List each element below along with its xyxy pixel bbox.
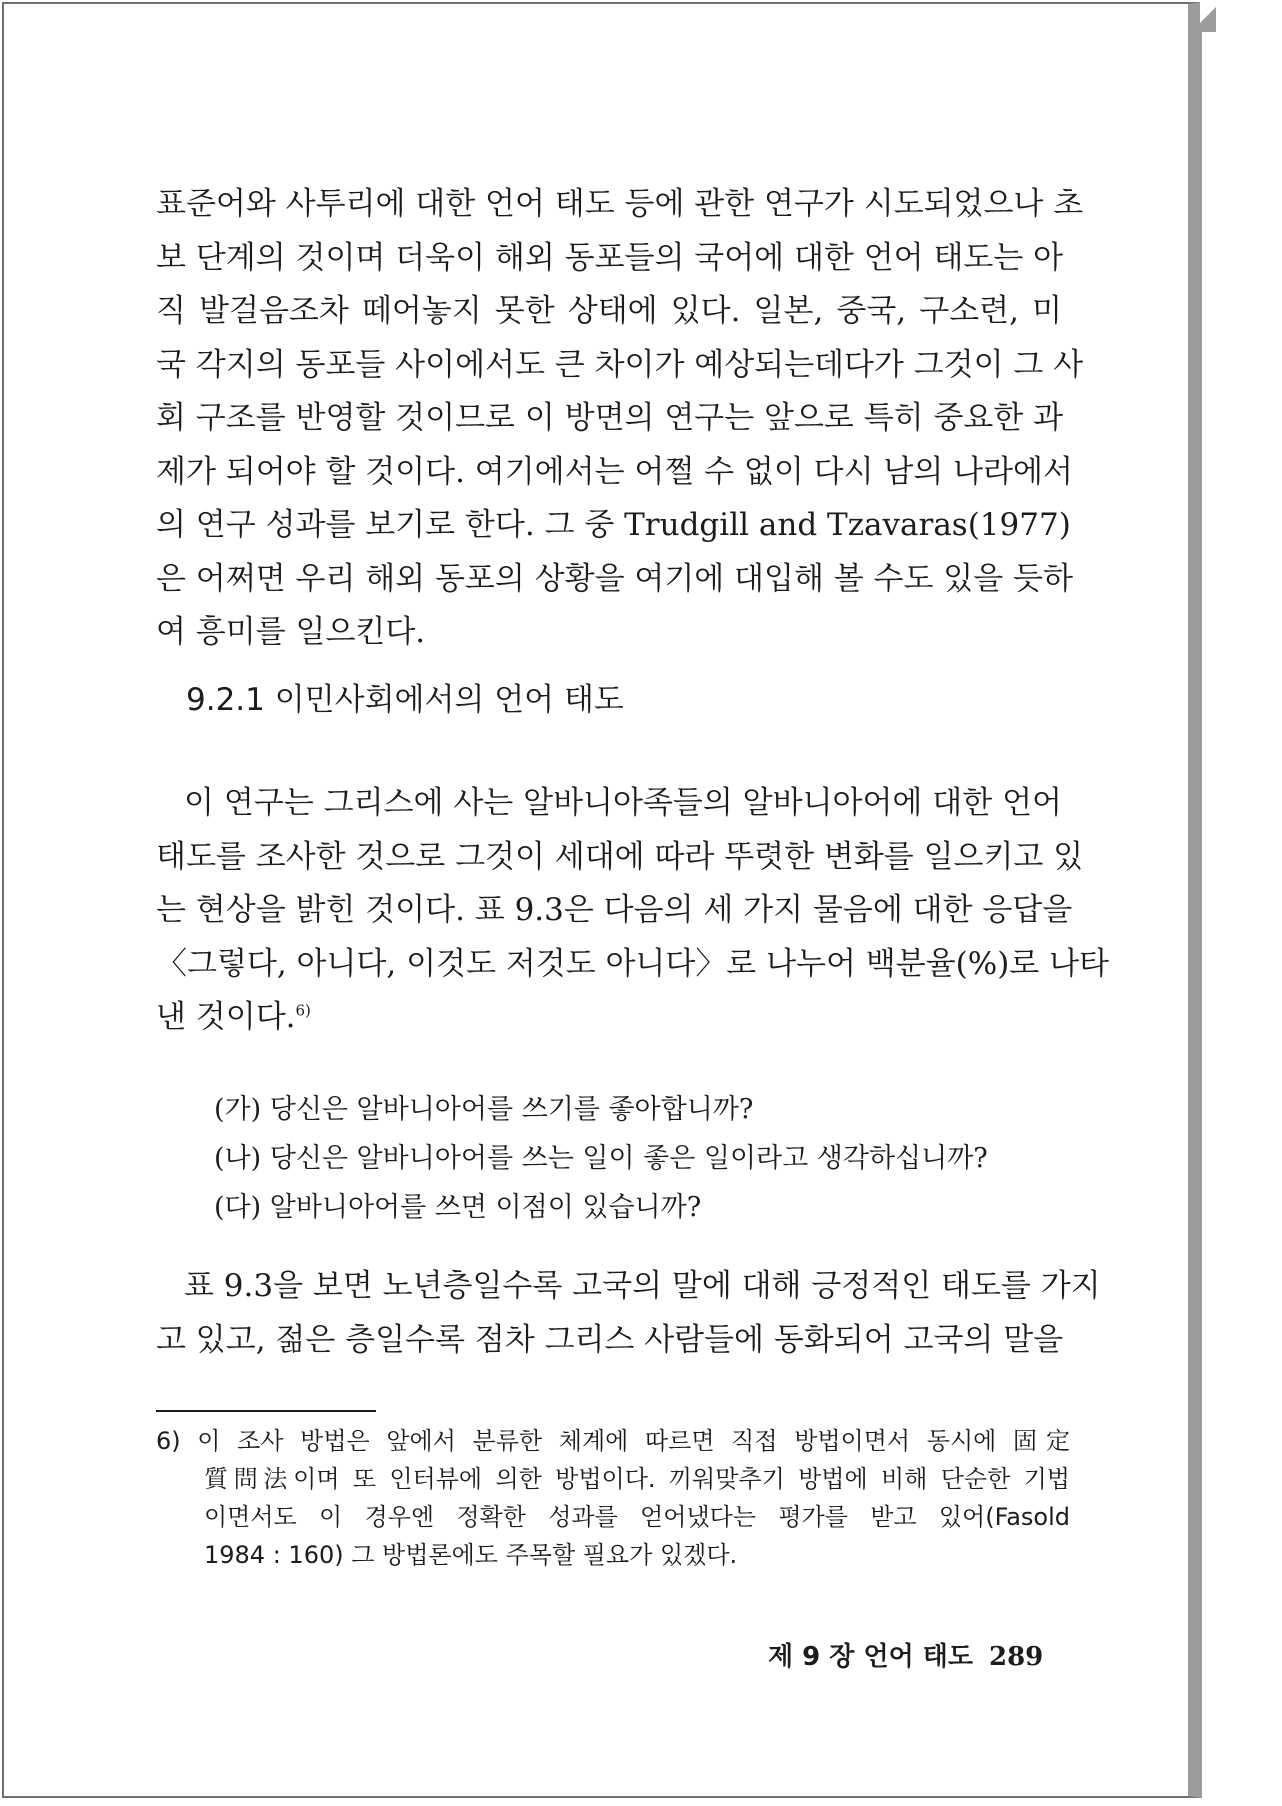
- footnote-divider: [156, 1410, 376, 1412]
- text-line: 회 구조를 반영할 것이므로 이 방면의 연구는 앞으로 특히 중요한 과: [156, 400, 1064, 436]
- question-list: [214, 1085, 988, 1232]
- footnote-line: 이면서도 이 경우엔 정확한 성과를 얻어냈다는 평가를 받고 있어(Fasold: [204, 1503, 1070, 1531]
- page-edge-fold: [1200, 2, 1216, 32]
- text-line: 국 각지의 동포들 사이에서도 큰 차이가 예상되는데다가 그것이 그 사: [156, 346, 1084, 383]
- footnote: [156, 1422, 1070, 1574]
- text-line: 의 연구 성과를 보기로 한다. 그 중 Trudgill and Tzavaras(1977): [156, 507, 1071, 543]
- text-line: [156, 991, 1062, 1045]
- paragraph-2: [156, 777, 1109, 1045]
- page-number: 289: [989, 1642, 1044, 1672]
- text-line: 은 어쩌면 우리 해외 동포의 상황을 여기에 대입해 볼 수도 있을 듯하: [156, 560, 1073, 597]
- footnote-line: 質問法이며 또 인터뷰에 의한 방법이다. 끼워맞추기 방법에 비해 단순한 기법: [204, 1465, 1070, 1493]
- footnote-line: 1984 : 160) 그 방법론에도 주목할 필요가 있겠다.: [204, 1541, 738, 1569]
- text-line: 여 흥미를 일으킨다.: [156, 614, 426, 650]
- text-line: 이 연구는 그리스에 사는 알바니아족들의 알바니아어에 대한 언어: [184, 785, 1062, 821]
- text-line: 〈그렇다, 아니다, 이것도 저것도 아니다〉로 나누어 백분율(%)로 나타: [156, 945, 1109, 982]
- running-footer: [768, 1640, 1043, 1674]
- text-line: 고 있고, 젊은 층일수록 점차 그리스 사람들에 동화되어 고국의 말을: [156, 1321, 1064, 1358]
- text-line: 태도를 조사한 것으로 그것이 세대에 따라 뚜렷한 변화를 일으키고 있: [156, 838, 1084, 875]
- paragraph-3: [156, 1260, 1101, 1367]
- footnote-line: 6) 이 조사 방법은 앞에서 분류한 체계에 따르면 직접 방법이면서 동시에 固定: [156, 1427, 1070, 1455]
- text-line-content: 낸 것이다.: [156, 999, 296, 1035]
- text-line: 는 현상을 밝힌 것이다. 표 9.3은 다음의 세 가지 물음에 대한 응답을: [156, 892, 1073, 928]
- footnote-reference[interactable]: 6): [295, 1001, 311, 1020]
- text-line: 보 단계의 것이며 더욱이 해외 동포들의 국어에 대한 언어 태도는 아: [156, 239, 1064, 276]
- section-heading: 9.2.1 이민사회에서의 언어 태도: [186, 682, 624, 718]
- text-line: 표 9.3을 보면 노년층일수록 고국의 말에 대해 긍정적인 태도를 가지: [184, 1268, 1101, 1304]
- text-line: 직 발걸음조차 떼어놓지 못한 상태에 있다. 일본, 중국, 구소련, 미: [156, 293, 1062, 329]
- text-line: 표준어와 사투리에 대한 언어 태도 등에 관한 연구가 시도되었으나 초: [156, 186, 1084, 222]
- question-item: (다) 알바니아어를 쓰면 이점이 있습니까?: [214, 1192, 702, 1223]
- paragraph-1: [156, 178, 1084, 660]
- chapter-title: 제 9 장 언어 태도: [768, 1642, 973, 1672]
- question-item: (나) 당신은 알바니아어를 쓰는 일이 좋은 일이라고 생각하십니까?: [214, 1143, 988, 1174]
- text-line: 제가 되어야 할 것이다. 여기에서는 어쩔 수 없이 다시 남의 나라에서: [156, 453, 1073, 490]
- question-item: (가) 당신은 알바니아어를 쓰기를 좋아합니까?: [214, 1094, 754, 1125]
